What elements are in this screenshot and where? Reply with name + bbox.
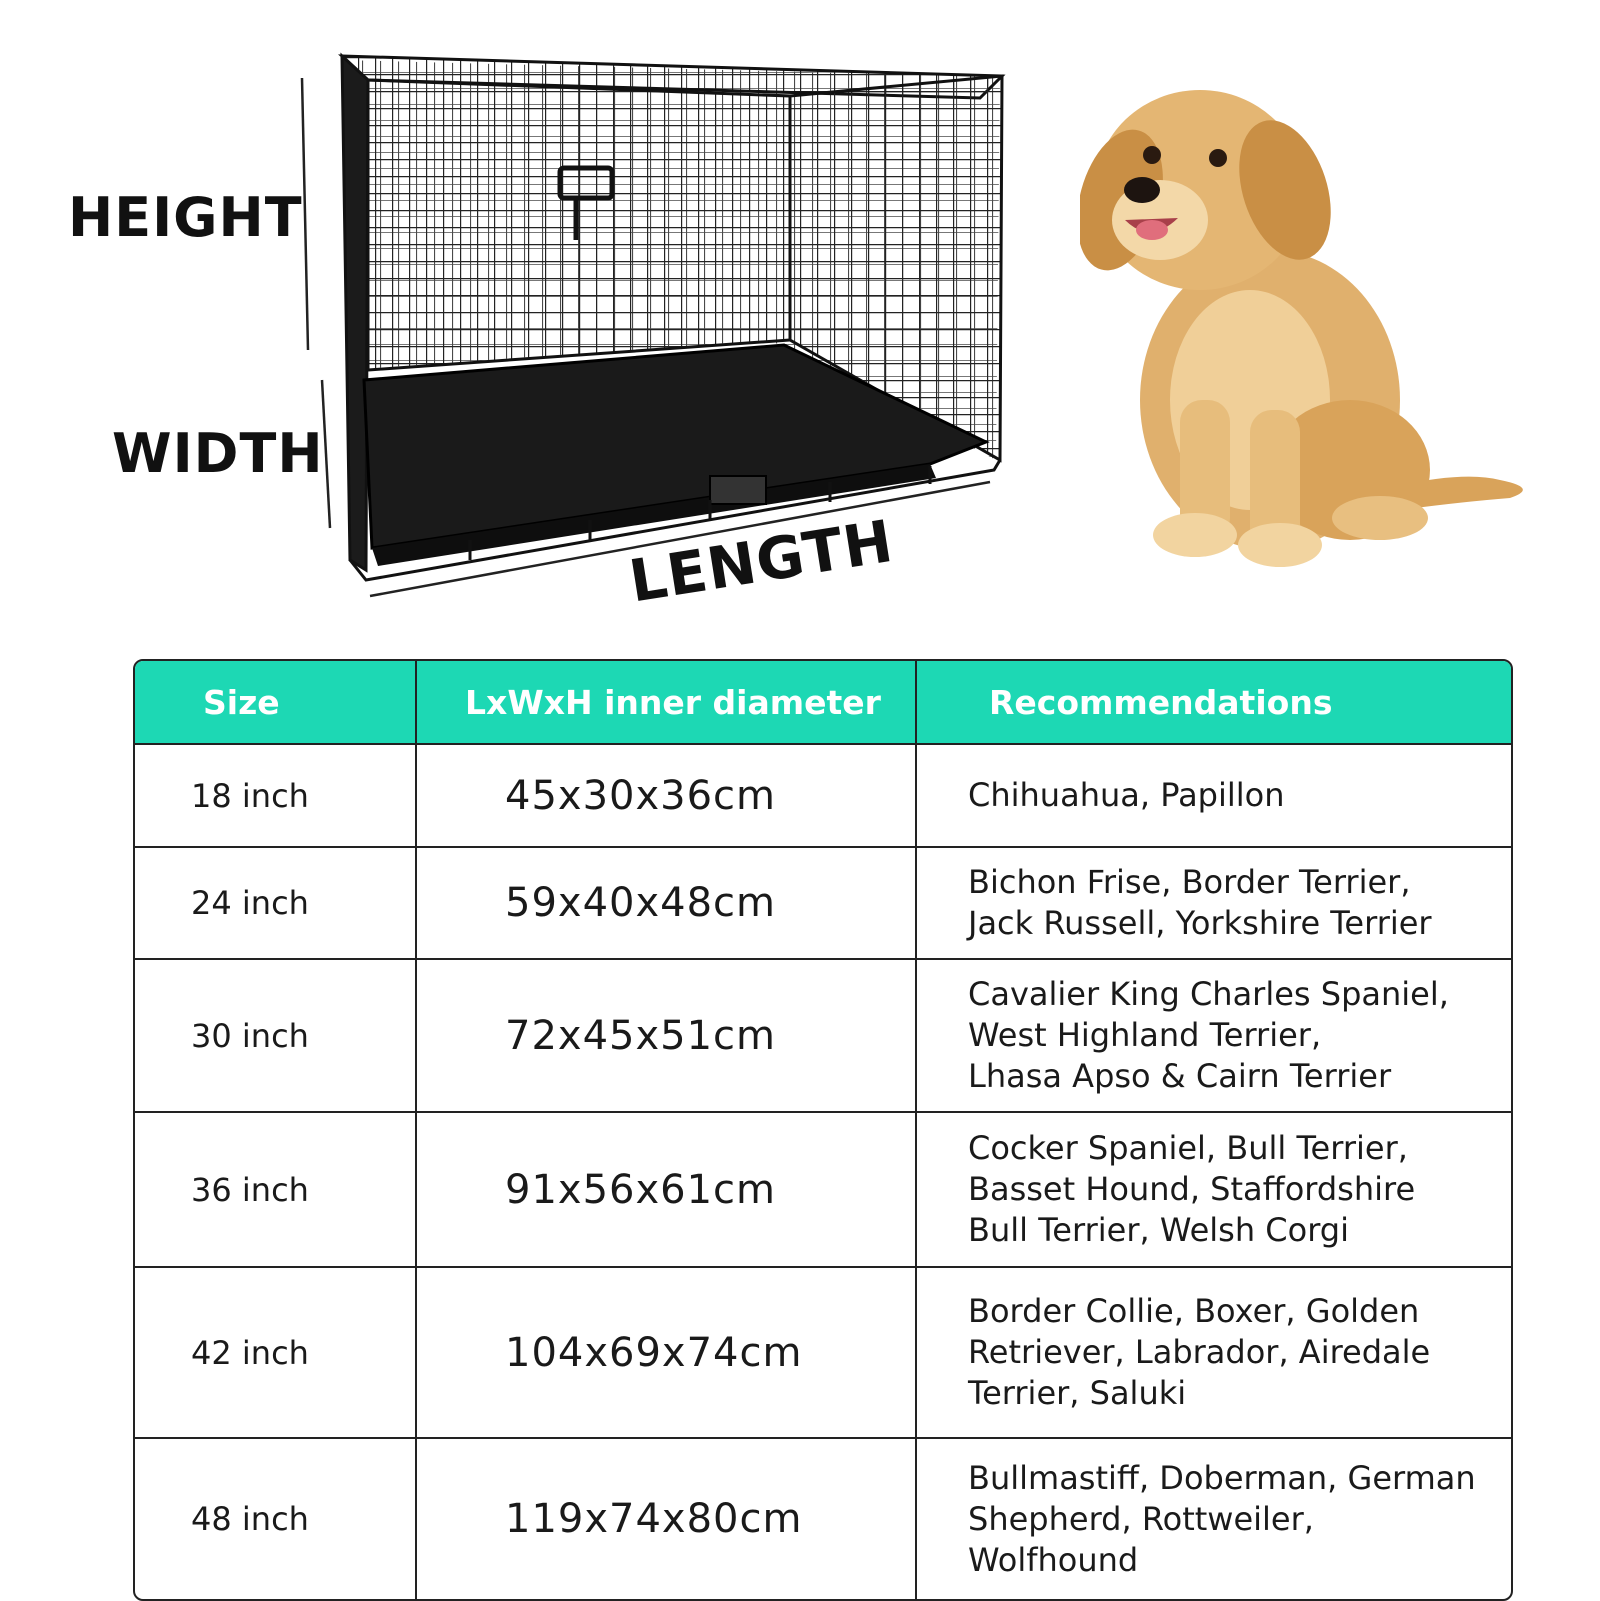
dimensions-cell: 104x69x74cm bbox=[415, 1268, 915, 1437]
recommendations-cell: Bichon Frise, Border Terrier, Jack Russell, Yorkshire Terrier bbox=[915, 848, 1513, 958]
table-row bbox=[135, 1437, 1511, 1599]
header-dimensions: LxWxH inner diameter bbox=[415, 661, 915, 743]
dimensions-cell: 119x74x80cm bbox=[415, 1439, 915, 1599]
header-size: Size bbox=[203, 682, 280, 722]
size-cell: 24 inch bbox=[191, 884, 309, 922]
length-label: LENGTH bbox=[624, 506, 898, 616]
table-header-row bbox=[135, 661, 1511, 743]
width-label: WIDTH bbox=[112, 422, 324, 485]
height-guide-line bbox=[302, 78, 308, 350]
size-cell: 18 inch bbox=[191, 776, 309, 815]
size-cell: 48 inch bbox=[191, 1500, 309, 1538]
size-cell: 30 inch bbox=[191, 1016, 309, 1055]
dimensions-cell: 91x56x61cm bbox=[415, 1113, 915, 1266]
recommendations-cell: Cocker Spaniel, Bull Terrier, Basset Hound, Staffordshire Bull Terrier, Welsh Corgi bbox=[915, 1113, 1513, 1266]
height-label: HEIGHT bbox=[68, 186, 303, 249]
table-row bbox=[135, 958, 1511, 1111]
width-guide-line bbox=[322, 380, 330, 528]
header-recommendations: Recommendations bbox=[915, 661, 1513, 743]
dimensions-cell: 72x45x51cm bbox=[415, 960, 915, 1111]
table-row bbox=[135, 743, 1511, 846]
table-row bbox=[135, 1266, 1511, 1437]
table-row bbox=[135, 1111, 1511, 1266]
size-cell: 42 inch bbox=[191, 1333, 309, 1372]
recommendations-cell: Chihuahua, Papillon bbox=[915, 745, 1513, 846]
dog-crate-image bbox=[290, 40, 1050, 620]
size-chart-table bbox=[133, 659, 1513, 1601]
size-cell: 36 inch bbox=[191, 1170, 309, 1209]
crate-dimension-illustration bbox=[0, 0, 1600, 640]
recommendations-cell: Cavalier King Charles Spaniel, West Highland Terrier, Lhasa Apso & Cairn Terrier bbox=[915, 960, 1513, 1111]
puppy-image bbox=[1080, 70, 1560, 580]
recommendations-cell: Bullmastiff, Doberman, German Shepherd, Rottweiler, Wolfhound bbox=[915, 1439, 1513, 1599]
dimensions-cell: 45x30x36cm bbox=[415, 745, 915, 846]
dimensions-cell: 59x40x48cm bbox=[415, 848, 915, 958]
table-row bbox=[135, 846, 1511, 958]
recommendations-cell: Border Collie, Boxer, Golden Retriever, Labrador, Airedale Terrier, Saluki bbox=[915, 1268, 1513, 1437]
